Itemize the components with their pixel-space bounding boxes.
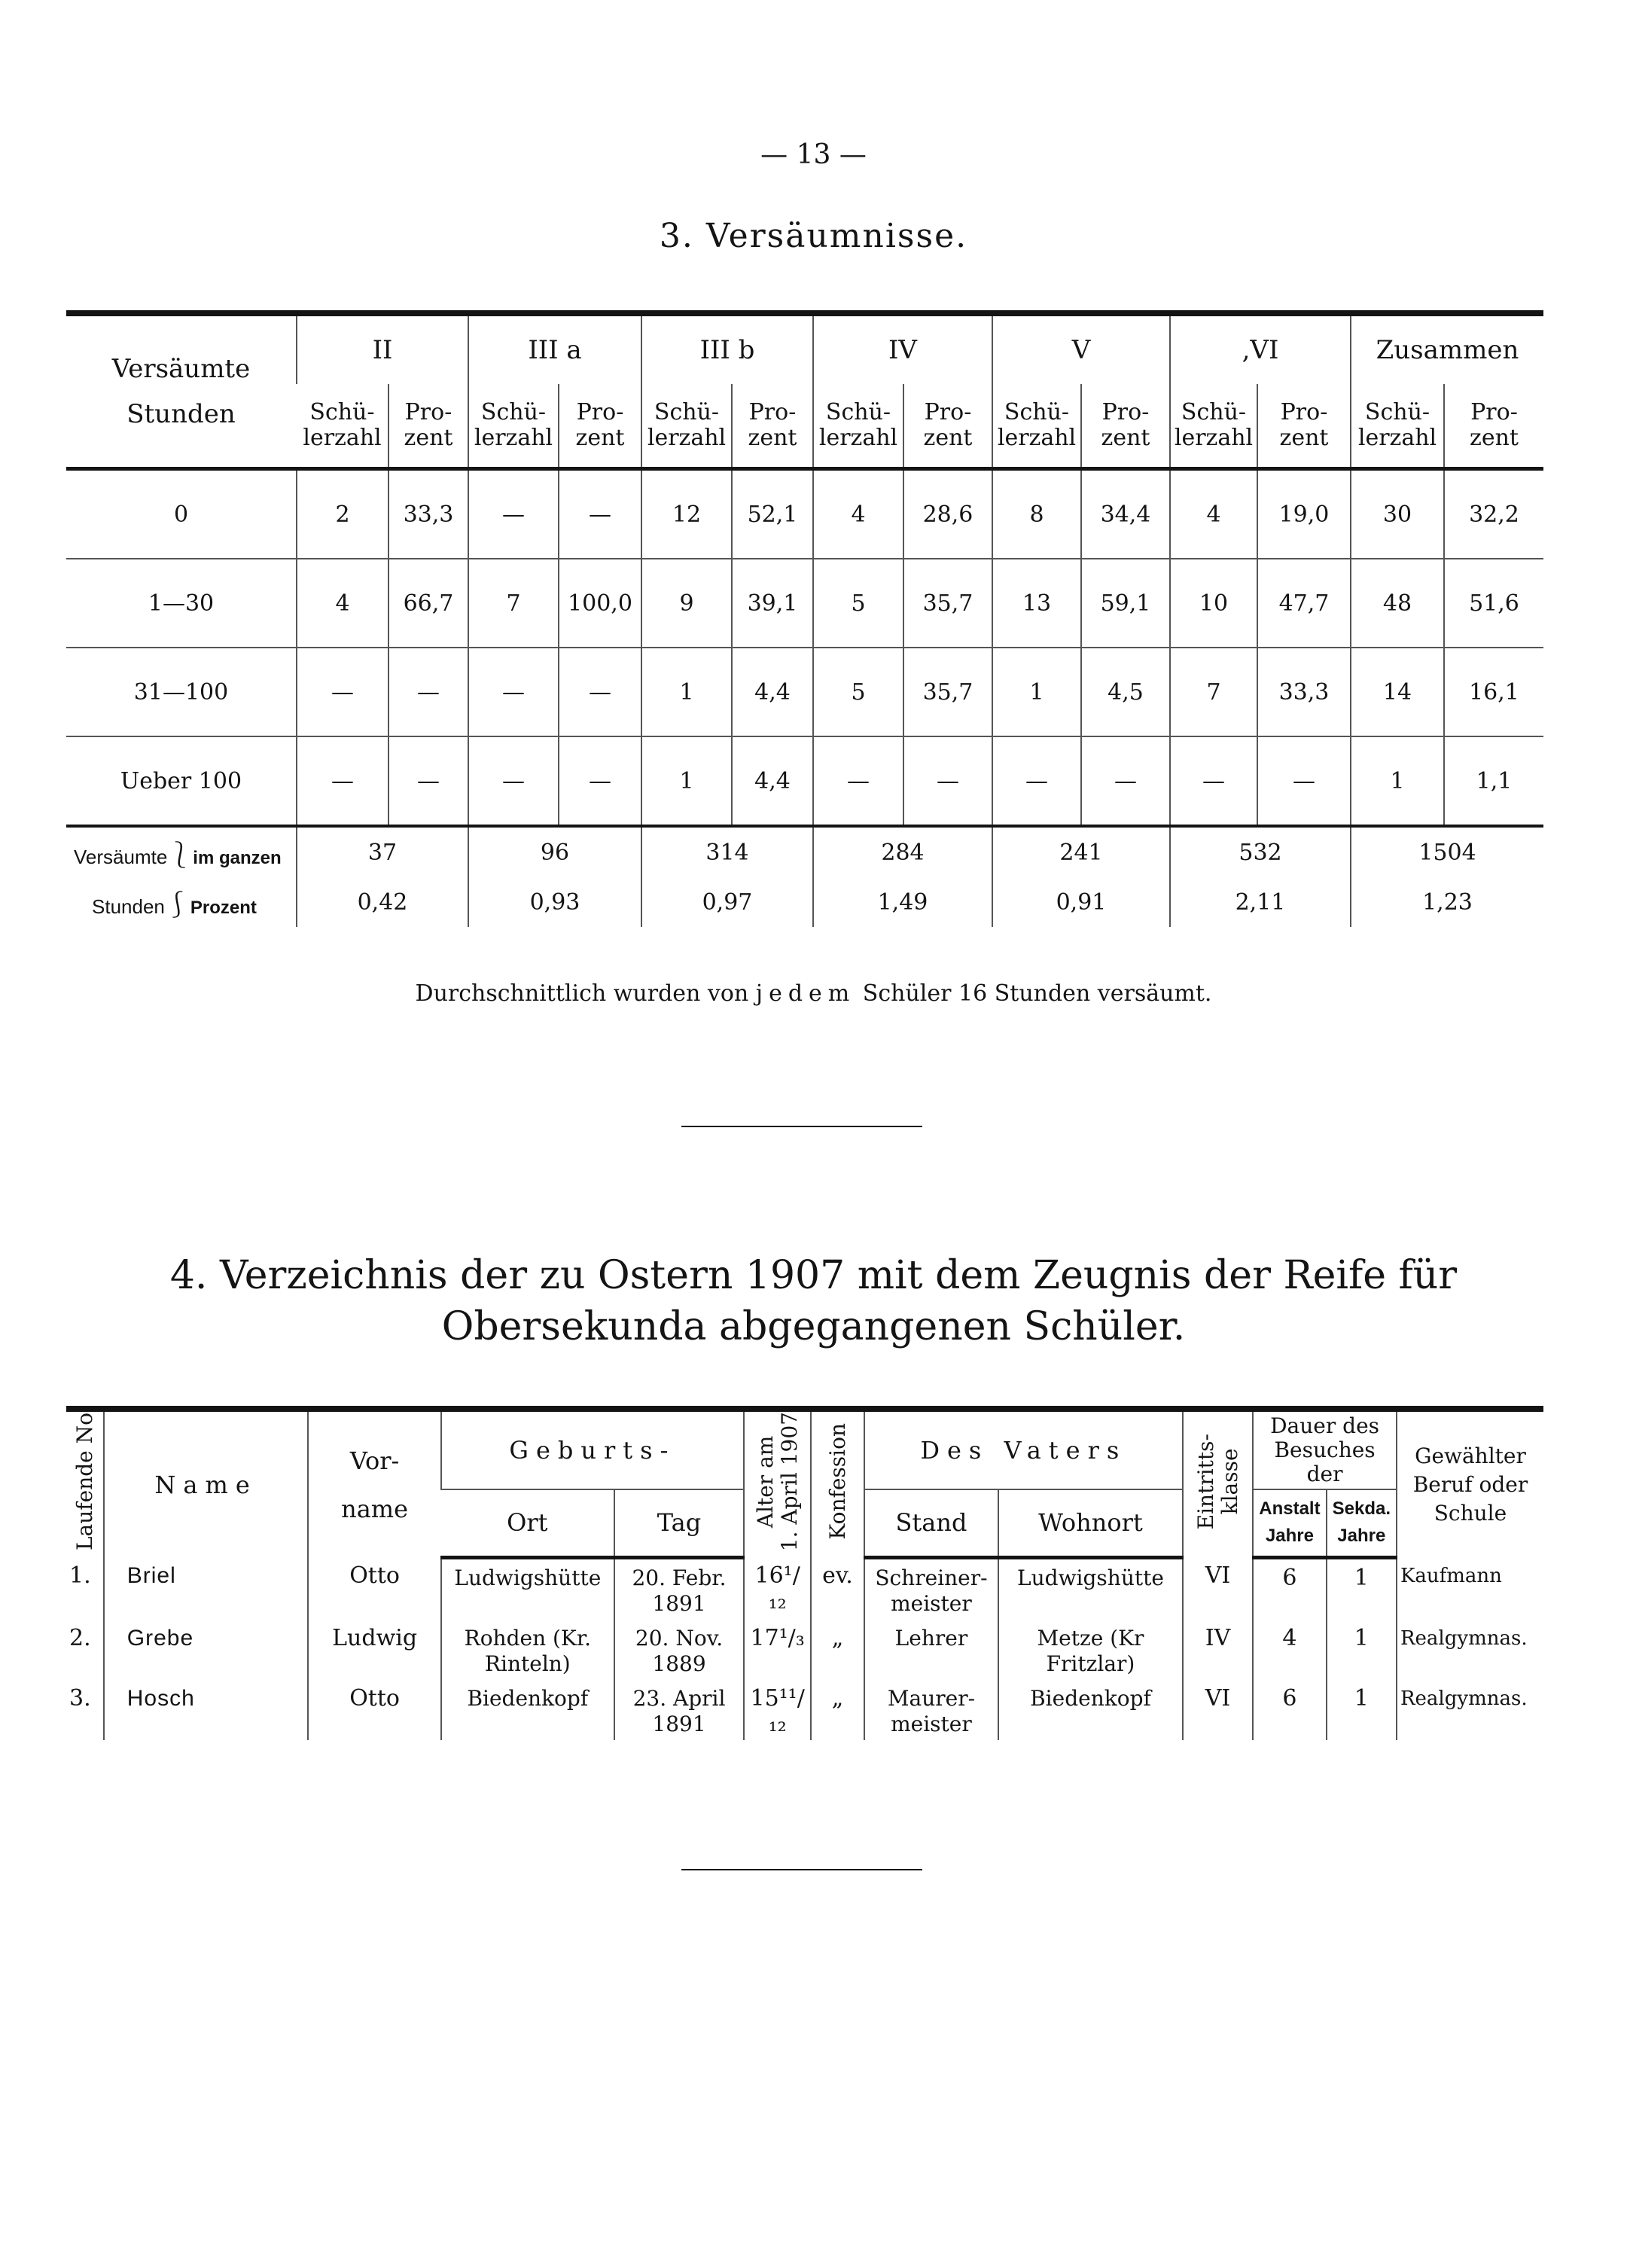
eintritts-header: [1183, 1409, 1253, 1557]
absence-row: [66, 559, 1543, 648]
alter-line-2: 1. April 1907: [776, 1412, 802, 1552]
des-vaters-header: Des Vaters: [864, 1409, 1183, 1489]
sub-pct-line-1: Pro-: [924, 399, 972, 425]
graduate-stand-cell: Schreiner- meister: [864, 1557, 998, 1620]
total-ganzen: 284: [813, 826, 992, 877]
percent-cell: 52,1: [732, 469, 813, 559]
graduate-ort-cell: Rohden (Kr. Rinteln): [441, 1620, 614, 1680]
tag-header: Tag: [614, 1489, 744, 1557]
total-ganzen: 241: [992, 826, 1170, 877]
eintritts-label: [1194, 1434, 1242, 1529]
graduate-alter-cell: 17¹/₃: [744, 1620, 811, 1680]
pupils-count-header: [813, 384, 903, 469]
graduate-klasse-cell: VI: [1183, 1557, 1253, 1620]
divider: [681, 1869, 922, 1870]
total-prozent: 1,49: [813, 877, 992, 927]
sub-pct-line-1: Pro-: [1101, 399, 1150, 425]
percent-cell: 33,3: [388, 469, 468, 559]
sub-count-line-1: Schü-: [654, 399, 720, 425]
class-header: ,VI: [1170, 313, 1351, 384]
prozent-label: Prozent: [190, 897, 257, 918]
note-text-before: Durchschnittlich wurden von: [415, 980, 756, 1007]
absence-row: [66, 469, 1543, 559]
sub-pct-line-2: zent: [575, 425, 625, 451]
pupils-count-header: [468, 384, 559, 469]
percent-cell: 39,1: [732, 559, 813, 648]
percent-header: [559, 384, 641, 469]
percent-header: [732, 384, 813, 469]
percent-header: [903, 384, 992, 469]
pupils-count-cell: 5: [813, 648, 903, 736]
graduate-beruf-cell: Kaufmann: [1397, 1557, 1543, 1620]
sub-count-line-2: lerzahl: [818, 425, 898, 451]
wohnort-header: Wohnort: [998, 1489, 1183, 1557]
geburts-header: Geburts-: [441, 1409, 744, 1489]
percent-cell: 100,0: [559, 559, 641, 648]
sekda-label: Sekda.: [1332, 1498, 1391, 1520]
divider: [681, 1126, 922, 1127]
percent-cell: —: [388, 736, 468, 826]
sub-pct-line-2: zent: [1279, 425, 1329, 451]
dauer-line-2: Besuches: [1274, 1437, 1376, 1462]
pupils-count-cell: —: [1170, 736, 1257, 826]
sub-pct-line-1: Pro-: [404, 399, 452, 425]
sub-pct-line-1: Pro-: [1280, 399, 1328, 425]
pupils-count-cell: 1: [1351, 736, 1444, 826]
row-header-line-2: Stunden: [126, 399, 236, 429]
alter-label: [754, 1412, 802, 1551]
average-note: [0, 980, 1627, 1007]
graduate-anstalt-cell: 4: [1253, 1620, 1326, 1680]
totals-ganzen-row: [66, 826, 1543, 877]
graduate-name-cell: Hosch: [104, 1680, 309, 1740]
dauer-header: [1253, 1409, 1397, 1489]
percent-cell: 4,5: [1081, 648, 1170, 736]
graduate-stand-cell: Maurer- meister: [864, 1680, 998, 1740]
dauer-line-3: der: [1306, 1461, 1343, 1486]
total-prozent: 0,91: [992, 877, 1170, 927]
graduate-tag-cell: 20. Nov. 1889: [614, 1620, 744, 1680]
graduate-wohnort-cell: Biedenkopf: [998, 1680, 1183, 1740]
row-header-line-1: Versäumte: [111, 354, 251, 384]
hours-range-label: Ueber 100: [66, 736, 297, 826]
pupils-count-cell: —: [297, 648, 388, 736]
pupils-count-cell: 10: [1170, 559, 1257, 648]
graduate-row: [66, 1557, 1543, 1620]
pupils-count-cell: 7: [468, 559, 559, 648]
pupils-count-cell: —: [468, 736, 559, 826]
beruf-line-1: Gewählter: [1415, 1443, 1526, 1468]
percent-cell: 66,7: [388, 559, 468, 648]
total-ganzen: 1504: [1351, 826, 1543, 877]
sub-count-line-2: lerzahl: [1174, 425, 1254, 451]
graduate-row: [66, 1620, 1543, 1680]
stand-header: Stand: [864, 1489, 998, 1557]
graduate-ort-cell: Biedenkopf: [441, 1680, 614, 1740]
graduate-konf-cell: ev.: [811, 1557, 864, 1620]
pupils-count-cell: 9: [641, 559, 732, 648]
hours-range-label: 31—100: [66, 648, 297, 736]
note-text-spaced: jedem: [755, 980, 856, 1007]
total-ganzen: 532: [1170, 826, 1351, 877]
konfession-header: [811, 1409, 864, 1557]
pupils-count-cell: 30: [1351, 469, 1444, 559]
percent-cell: 32,2: [1444, 469, 1543, 559]
graduate-name-cell: Briel: [104, 1557, 309, 1620]
class-header: III a: [468, 313, 641, 384]
eintritts-line-1: Eintritts-: [1193, 1433, 1218, 1530]
sub-pct-line-1: Pro-: [1470, 399, 1518, 425]
graduate-stand-cell: Lehrer: [864, 1620, 998, 1680]
graduate-no-cell: 1.: [69, 1562, 91, 1590]
graduate-anstalt-cell: 6: [1253, 1557, 1326, 1620]
beruf-line-2: Beruf oder: [1412, 1471, 1528, 1497]
percent-cell: —: [559, 469, 641, 559]
sub-count-line-2: lerzahl: [647, 425, 727, 451]
percent-cell: —: [903, 736, 992, 826]
class-header: II: [297, 313, 468, 384]
sub-pct-line-2: zent: [1470, 425, 1519, 451]
alter-line-1: Alter am: [752, 1435, 778, 1528]
sub-count-line-2: lerzahl: [1357, 425, 1437, 451]
pupils-count-cell: 8: [992, 469, 1081, 559]
totals-label-first: Versäumte: [74, 845, 168, 868]
percent-header: [1444, 384, 1543, 469]
alter-header: [744, 1409, 811, 1557]
graduate-klasse-cell: IV: [1183, 1620, 1253, 1680]
sub-count-line-2: lerzahl: [474, 425, 553, 451]
percent-cell: 19,0: [1257, 469, 1351, 559]
totals-label-second: Stunden: [92, 895, 165, 918]
sub-pct-line-1: Pro-: [576, 399, 624, 425]
graduate-sekda-cell: 1: [1327, 1557, 1397, 1620]
laufende-header: [66, 1409, 104, 1557]
absences-table: [66, 310, 1543, 927]
vorname-line-1: Vor-: [349, 1446, 400, 1475]
pupils-count-cell: —: [468, 648, 559, 736]
totals-label: Stunden⎰Prozent: [66, 877, 297, 927]
sub-pct-line-2: zent: [748, 425, 797, 451]
total-prozent: 1,23: [1351, 877, 1543, 927]
graduate-wohnort-cell: Ludwigshütte: [998, 1557, 1183, 1620]
sub-pct-line-2: zent: [404, 425, 453, 451]
graduate-alter-cell: 15¹¹/₁₂: [744, 1680, 811, 1740]
sub-pct-line-2: zent: [923, 425, 973, 451]
anstalt-jahre-label: Jahre: [1265, 1526, 1314, 1547]
percent-cell: 16,1: [1444, 648, 1543, 736]
totals-label: Versäumte⎱im ganzen: [74, 840, 282, 870]
sub-count-line-1: Schü-: [825, 399, 891, 425]
percent-cell: 59,1: [1081, 559, 1170, 648]
im-ganzen-label: im ganzen: [193, 847, 282, 868]
graduate-konf-cell: „: [811, 1620, 864, 1680]
page-number: — 13 —: [760, 139, 867, 170]
beruf-header: [1397, 1409, 1543, 1557]
pupils-count-cell: 2: [297, 469, 388, 559]
graduate-tag-cell: 20. Febr. 1891: [614, 1557, 744, 1620]
sub-count-line-1: Schü-: [1364, 399, 1430, 425]
sub-count-line-2: lerzahl: [303, 425, 382, 451]
sekda-jahre-label: Jahre: [1337, 1526, 1386, 1547]
percent-cell: 35,7: [903, 648, 992, 736]
graduate-row: [66, 1680, 1543, 1740]
row-header-cell: [66, 313, 297, 469]
pupils-count-cell: —: [992, 736, 1081, 826]
eintritts-line-2: klasse: [1217, 1448, 1242, 1515]
pupils-count-header: [1170, 384, 1257, 469]
percent-cell: 47,7: [1257, 559, 1351, 648]
absence-row: [66, 648, 1543, 736]
percent-header: [1081, 384, 1170, 469]
total-ganzen: 96: [468, 826, 641, 877]
pupils-count-cell: 48: [1351, 559, 1444, 648]
percent-cell: 4,4: [732, 648, 813, 736]
totals-prozent-row: [66, 877, 1543, 927]
percent-cell: 34,4: [1081, 469, 1170, 559]
graduate-beruf-cell: Realgymnas.: [1397, 1620, 1543, 1680]
graduate-tag-cell: 23. April 1891: [614, 1680, 744, 1740]
section-4-title: 4. Verzeichnis der zu Ostern 1907 mit dem Zeugnis der Reife für Obersekunda abgegangenen Schüler.: [169, 1253, 1458, 1349]
percent-cell: 33,3: [1257, 648, 1351, 736]
pupils-count-cell: 1: [641, 648, 732, 736]
beruf-line-3: Schule: [1434, 1500, 1507, 1526]
graduate-klasse-cell: VI: [1183, 1680, 1253, 1740]
sub-count-line-1: Schü-: [480, 399, 547, 425]
graduate-alter-cell: 16¹/₁₂: [744, 1557, 811, 1620]
graduate-sekda-cell: 1: [1327, 1680, 1397, 1740]
total-prozent: 0,42: [297, 877, 468, 927]
vorname-line-2: name: [341, 1494, 409, 1523]
note-text-after: Schüler 16 Stunden versäumt.: [855, 980, 1212, 1007]
total-prozent: 0,97: [641, 877, 813, 927]
percent-cell: 4,4: [732, 736, 813, 826]
laufende-label: Laufende No: [72, 1413, 97, 1551]
pupils-count-cell: 1: [641, 736, 732, 826]
graduate-ort-cell: Ludwigshütte: [441, 1557, 614, 1620]
sub-count-line-1: Schü-: [309, 399, 375, 425]
graduate-no-cell: 2.: [69, 1624, 91, 1651]
dauer-line-1: Dauer des: [1270, 1413, 1380, 1438]
pupils-count-header: [297, 384, 388, 469]
total-ganzen: 37: [297, 826, 468, 877]
percent-cell: 35,7: [903, 559, 992, 648]
pupils-count-cell: 12: [641, 469, 732, 559]
graduate-no-cell: 3.: [69, 1684, 91, 1712]
percent-cell: —: [1257, 736, 1351, 826]
sekda-header: [1327, 1489, 1397, 1557]
percent-cell: 1,1: [1444, 736, 1543, 826]
graduate-wohnort-cell: Metze (Kr Fritzlar): [998, 1620, 1183, 1680]
graduate-beruf-cell: Realgymnas.: [1397, 1680, 1543, 1740]
anstalt-header: [1253, 1489, 1326, 1557]
sub-pct-line-1: Pro-: [748, 399, 797, 425]
absence-row: [66, 736, 1543, 826]
graduate-vorname-cell: Otto: [308, 1557, 440, 1620]
pupils-count-cell: 1: [992, 648, 1081, 736]
class-header: III b: [641, 313, 813, 384]
pupils-count-cell: —: [468, 469, 559, 559]
percent-cell: 28,6: [903, 469, 992, 559]
pupils-count-cell: 7: [1170, 648, 1257, 736]
graduate-vorname-cell: Ludwig: [308, 1620, 440, 1680]
graduates-table: [66, 1406, 1543, 1740]
sub-pct-line-2: zent: [1101, 425, 1150, 451]
graduate-anstalt-cell: 6: [1253, 1680, 1326, 1740]
percent-cell: 51,6: [1444, 559, 1543, 648]
konfession-label: Konfession: [825, 1423, 850, 1540]
name-header: Name: [104, 1409, 309, 1557]
ort-header: Ort: [441, 1489, 614, 1557]
hours-range-label: 1—30: [66, 559, 297, 648]
class-header: IV: [813, 313, 992, 384]
pupils-count-cell: 13: [992, 559, 1081, 648]
hours-range-label: 0: [66, 469, 297, 559]
graduate-sekda-cell: 1: [1327, 1620, 1397, 1680]
sub-count-line-1: Schü-: [1181, 399, 1247, 425]
percent-cell: —: [388, 648, 468, 736]
percent-cell: —: [559, 736, 641, 826]
percent-cell: —: [559, 648, 641, 736]
pupils-count-header: [992, 384, 1081, 469]
graduate-konf-cell: „: [811, 1680, 864, 1740]
pupils-count-cell: —: [813, 736, 903, 826]
section-3-title: 3. Versäumnisse.: [659, 217, 968, 255]
graduate-vorname-cell: Otto: [308, 1680, 440, 1740]
pupils-count-cell: —: [297, 736, 388, 826]
anstalt-label: Anstalt: [1259, 1498, 1321, 1520]
class-header: V: [992, 313, 1170, 384]
pupils-count-cell: 14: [1351, 648, 1444, 736]
sub-count-line-2: lerzahl: [997, 425, 1077, 451]
graduate-name-cell: Grebe: [104, 1620, 309, 1680]
sub-count-line-1: Schü-: [1004, 399, 1070, 425]
pupils-count-header: [1351, 384, 1444, 469]
pupils-count-cell: 4: [1170, 469, 1257, 559]
total-prozent: 2,11: [1170, 877, 1351, 927]
total-ganzen: 314: [641, 826, 813, 877]
pupils-count-cell: 5: [813, 559, 903, 648]
total-prozent: 0,93: [468, 877, 641, 927]
vorname-header: [308, 1409, 440, 1557]
percent-cell: —: [1081, 736, 1170, 826]
pupils-count-header: [641, 384, 732, 469]
percent-header: [1257, 384, 1351, 469]
class-header: Zusammen: [1351, 313, 1543, 384]
pupils-count-cell: 4: [813, 469, 903, 559]
percent-header: [388, 384, 468, 469]
pupils-count-cell: 4: [297, 559, 388, 648]
